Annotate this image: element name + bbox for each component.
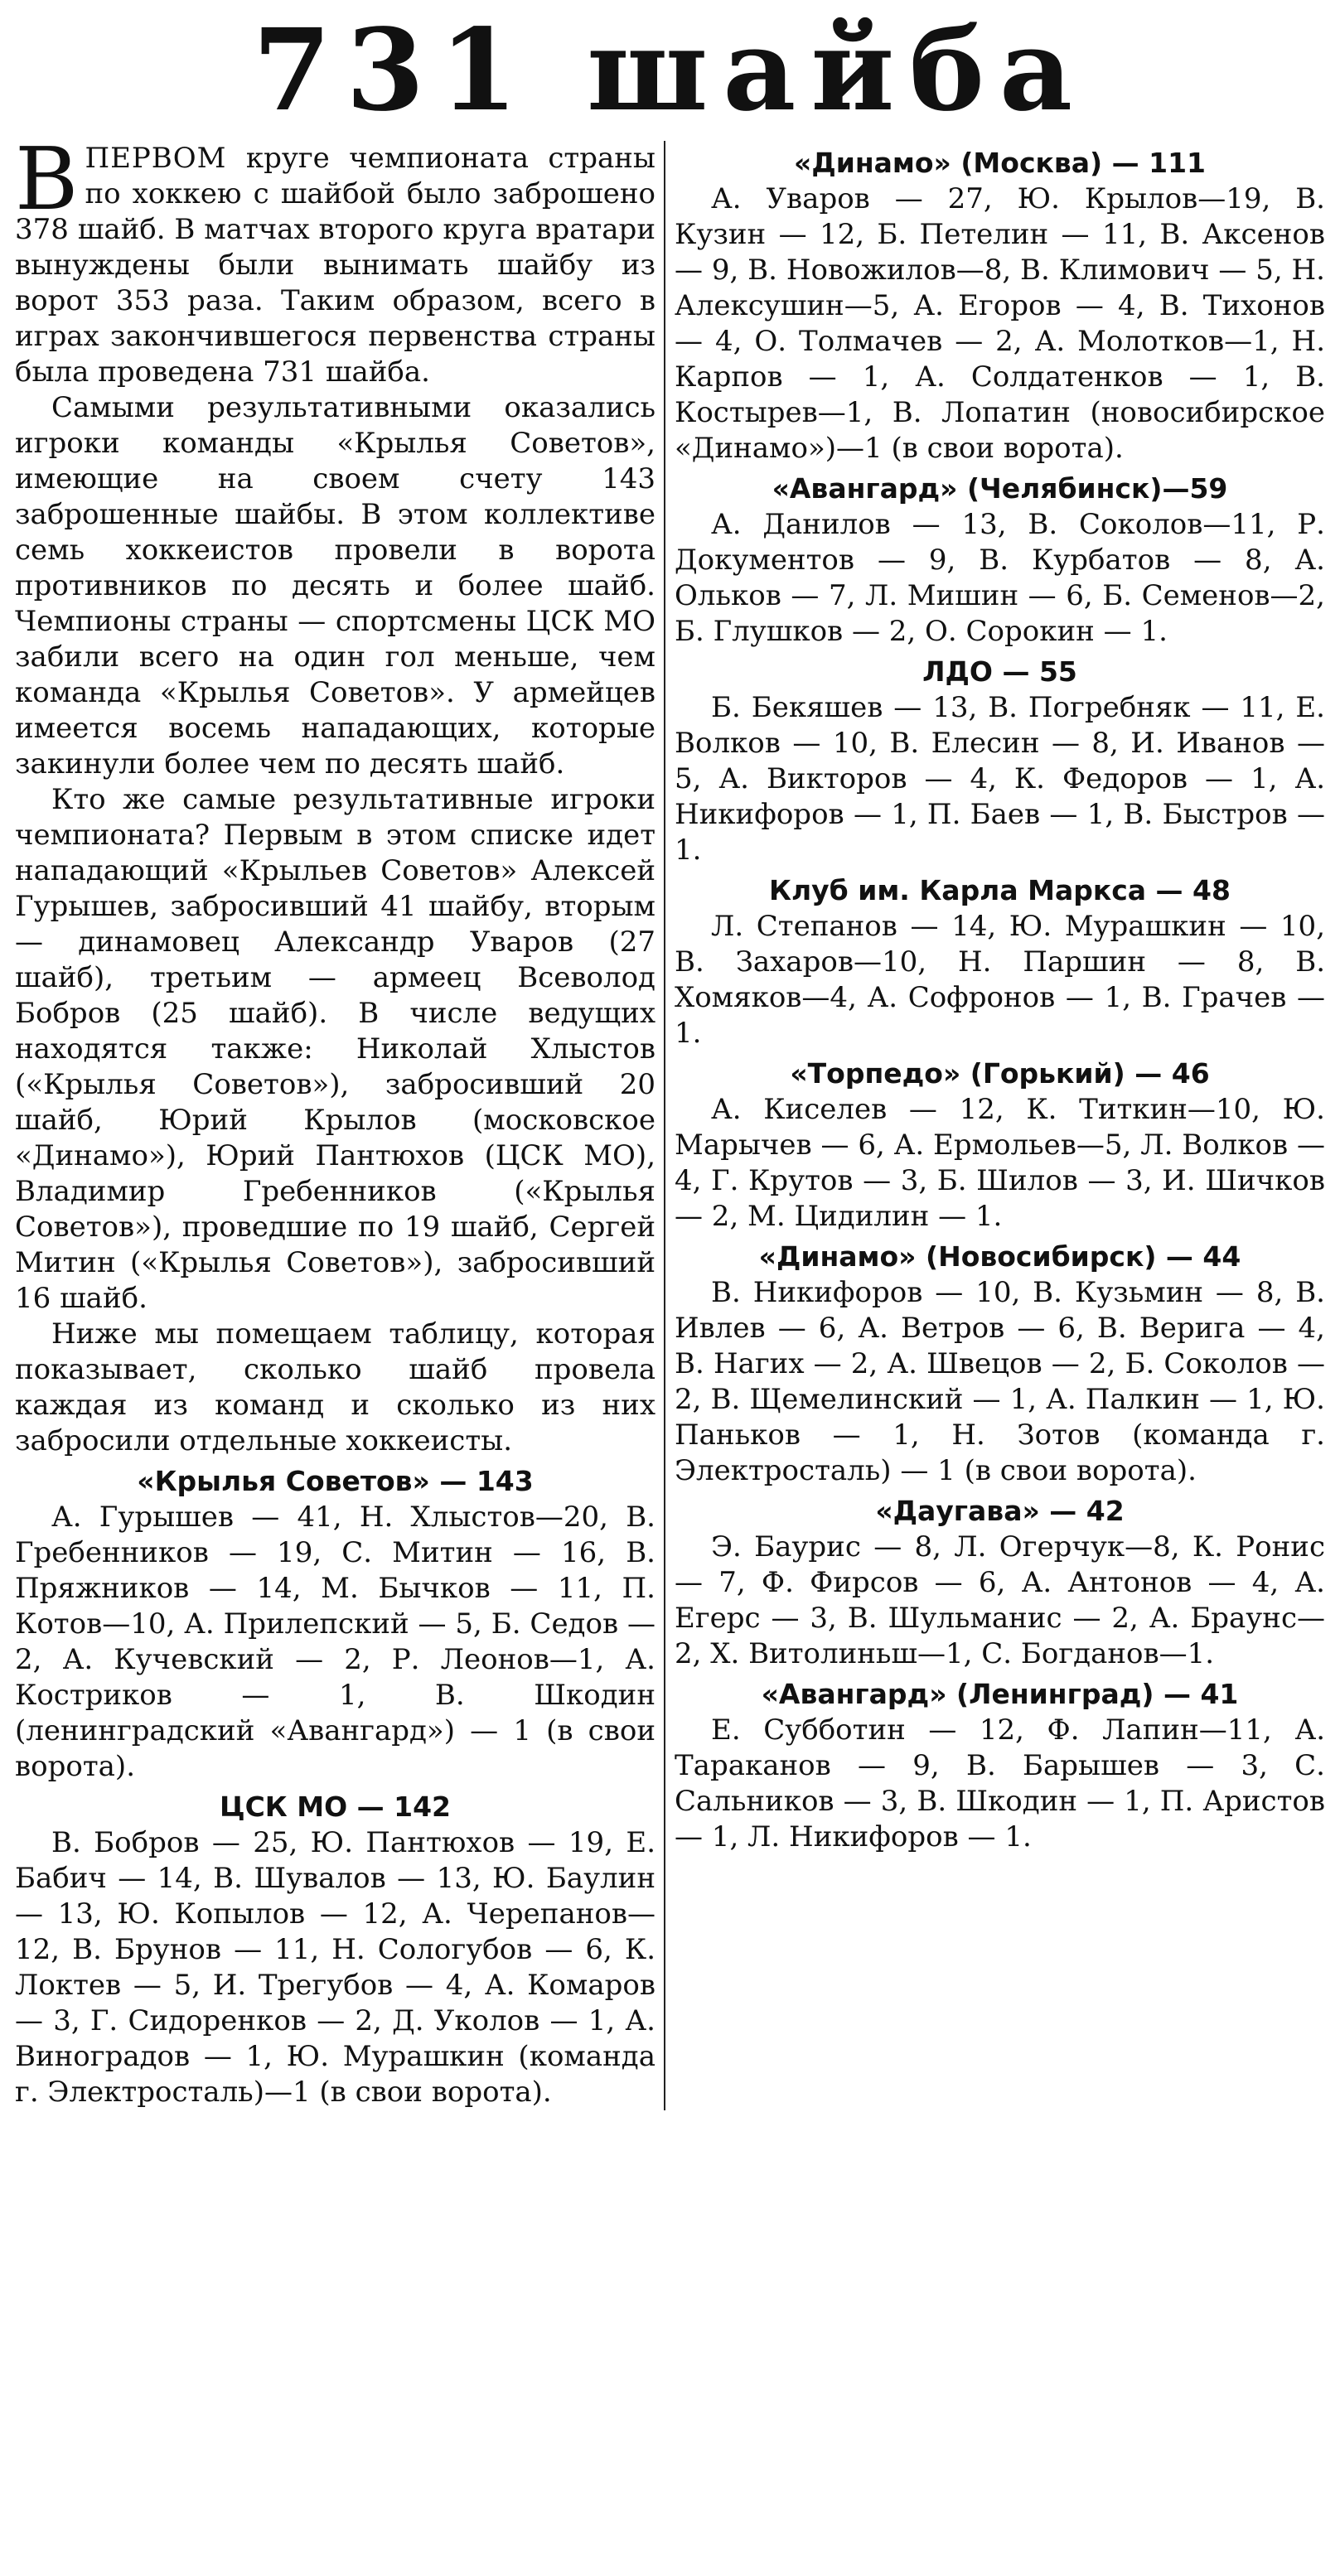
team-scorers-torpedo-gorky: А. Киселев — 12, К. Титкин—10, Ю. Марычев — 6, А. Ермольев—5, Л. Волков — 4, Г. Крутов — 3, Б. Шилов — 3, И. Шичков — 2, М. Цидилин — 1. — [675, 1093, 1325, 1233]
team-scorers-krylya-sovetov: А. Гурышев — 41, Н. Хлыстов—20, В. Гребенников — 19, С. Митин — 16, В. Пряжников — 14, М. Бычков — 11, П. Котов—10, А. Прилепский — 5, Б. Седов — 2, А. Кучевский — 2, Р. Леонов—1, А. Костриков — 1, В. Шкодин (ленинградский «Авангард») — 1 (в свои ворота). — [15, 1501, 655, 1783]
team-title-avangard-chelyabinsk: «Авангард» (Челябинск)—59 — [772, 472, 1228, 505]
paragraph-3: Кто же самые результативные игроки чемпионата? Первым в этом списке идет нападающий «Крыльев Советов» Алексей Гурышев, забросивший 41 шайбу, вторым — динамовец Александр Уваров (27 шайб), третьим — армеец Всеволод Бобров (25 шайб). В числе ведущих находятся также: Николай Хлыстов («Крылья Советов»), забросивший 20 шайб, Юрий Крылов (московское «Динамо»), Юрий Пантюхов (ЦСК МО), Владимир Гребенников («Крылья Советов»), проведшие по 19 шайб, Сергей Митин («Крылья Советов»), забросивший 16 шайб. — [15, 783, 655, 1315]
team-title-csk-mo: ЦСК МО — 142 — [219, 1791, 452, 1823]
right-column — [675, 141, 1325, 2110]
team-title-dinamo-novosibirsk: «Динамо» (Новосибирск) — 44 — [758, 1240, 1241, 1273]
article-columns — [15, 128, 1325, 2110]
left-column — [15, 128, 665, 2110]
team-title-ldo: ЛДО — 55 — [922, 655, 1077, 688]
lead-paragraph — [15, 128, 655, 390]
team-scorers-avangard-chelyabinsk: А. Данилов — 13, В. Соколов—11, Р. Документов — 9, В. Курбатов — 8, А. Ольков — 7, Л. Мишин — 6, Б. Семенов—2, Б. Глушков — 2, О. Сорокин — 1. — [675, 508, 1325, 648]
team-scorers-avangard-leningrad: Е. Субботин — 12, Ф. Лапин—11, А. Тараканов — 9, В. Барышев — 3, С. Сальников — 3, В. Шкодин — 1, П. Аристов — 1, Л. Никифоров — 1. — [675, 1713, 1325, 1853]
team-scorers-csk-mo: В. Бобров — 25, Ю. Пантюхов — 19, Е. Бабич — 14, В. Шувалов — 13, Ю. Баулин — 13, Ю. Копылов — 12, А. Черепанов—12, В. Брунов — 11, Н. Сологубов — 6, К. Локтев — 5, И. Трегубов — 4, А. Комаров — 3, Г. Сидоренков — 2, Д. Уколов — 1, А. Виноградов — 1, Ю. Мурашкин (команда г. Электросталь)—1 (в свои ворота). — [15, 1826, 655, 2109]
team-title-torpedo-gorky: «Торпедо» (Горький) — 46 — [790, 1057, 1210, 1090]
drop-cap: В — [15, 128, 79, 230]
headline: 731 шайба — [252, 4, 1088, 137]
lead-paragraph-text: круге чемпионата страны по хоккею с шайбой было заброшено 378 шайб. В матчах второго круга вратари вынуждены были вынимать шайбу из ворот 353 раза. Таким образом, всего в играх закончившегося первенства страны была проведена 731 шайба. — [15, 142, 655, 389]
lead-caps: ПЕРВОМ — [85, 142, 227, 175]
team-title-krylya-sovetov: «Крылья Советов» — 143 — [137, 1465, 534, 1497]
paragraph-4: Ниже мы помещаем таблицу, которая показывает, сколько шайб провела каждая из команд и сколько из них забросили отдельные хоккеисты. — [15, 1317, 655, 1457]
paragraph-2: Самыми результативными оказались игроки команды «Крылья Советов», имеющие на своем счету 143 заброшенные шайбы. В этом коллективе семь хоккеистов провели в ворота противников по десять и более шайб. Чемпионы страны — спортсмены ЦСК МО забили всего на один гол меньше, чем команда «Крылья Советов». У армейцев имеется восемь нападающих, которые закинули более чем по десять шайб. — [15, 391, 655, 781]
team-title-avangard-leningrad: «Авангард» (Ленинград) — 41 — [761, 1678, 1239, 1710]
team-title-karl-marx-club: Клуб им. Карла Маркса — 48 — [769, 874, 1231, 906]
team-scorers-karl-marx-club: Л. Степанов — 14, Ю. Мурашкин — 10, В. Захаров—10, Н. Паршин — 8, В. Хомяков—4, А. Софронов — 1, В. Грачев — 1. — [675, 910, 1325, 1050]
team-scorers-dinamo-moscow: А. Уваров — 27, Ю. Крылов—19, В. Кузин — 12, Б. Петелин — 11, В. Аксенов — 9, В. Новожилов—8, В. Климович — 5, Н. Алексушин—5, А. Егоров — 4, В. Тихонов — 4, О. Толмачев — 2, А. Молотков—1, Н. Карпов — 1, А. Солдатенков — 1, В. Костырев—1, В. Лопатин (новосибирское «Динамо»)—1 (в свои ворота). — [675, 182, 1325, 465]
team-title-dinamo-moscow: «Динамо» (Москва) — 111 — [794, 147, 1206, 179]
team-scorers-daugava: Э. Баурис — 8, Л. Огерчук—8, К. Ронис — 7, Ф. Фирсов — 6, А. Антонов — 4, А. Егерс — 3, В. Шульманис — 2, А. Браунс—2, Х. Витолиньш—1, С. Богданов—1. — [675, 1530, 1325, 1670]
team-scorers-dinamo-novosibirsk: В. Никифоров — 10, В. Кузьмин — 8, В. Ивлев — 6, А. Ветров — 6, В. Верига — 4, В. Нагих — 2, А. Швецов — 2, Б. Соколов — 2, В. Щемелинский — 1, А. Палкин — 1, Ю. Паньков — 1, Н. Зотов (команда г. Электросталь) — 1 (в свои ворота). — [675, 1276, 1325, 1487]
team-title-daugava: «Даугава» — 42 — [875, 1495, 1125, 1527]
team-scorers-ldo: Б. Бекяшев — 13, В. Погребняк — 11, Е. Волков — 10, В. Елесин — 8, И. Иванов — 5, А. Викторов — 4, К. Федоров — 1, А. Никифоров — 1, П. Баев — 1, В. Быстров — 1. — [675, 691, 1325, 867]
